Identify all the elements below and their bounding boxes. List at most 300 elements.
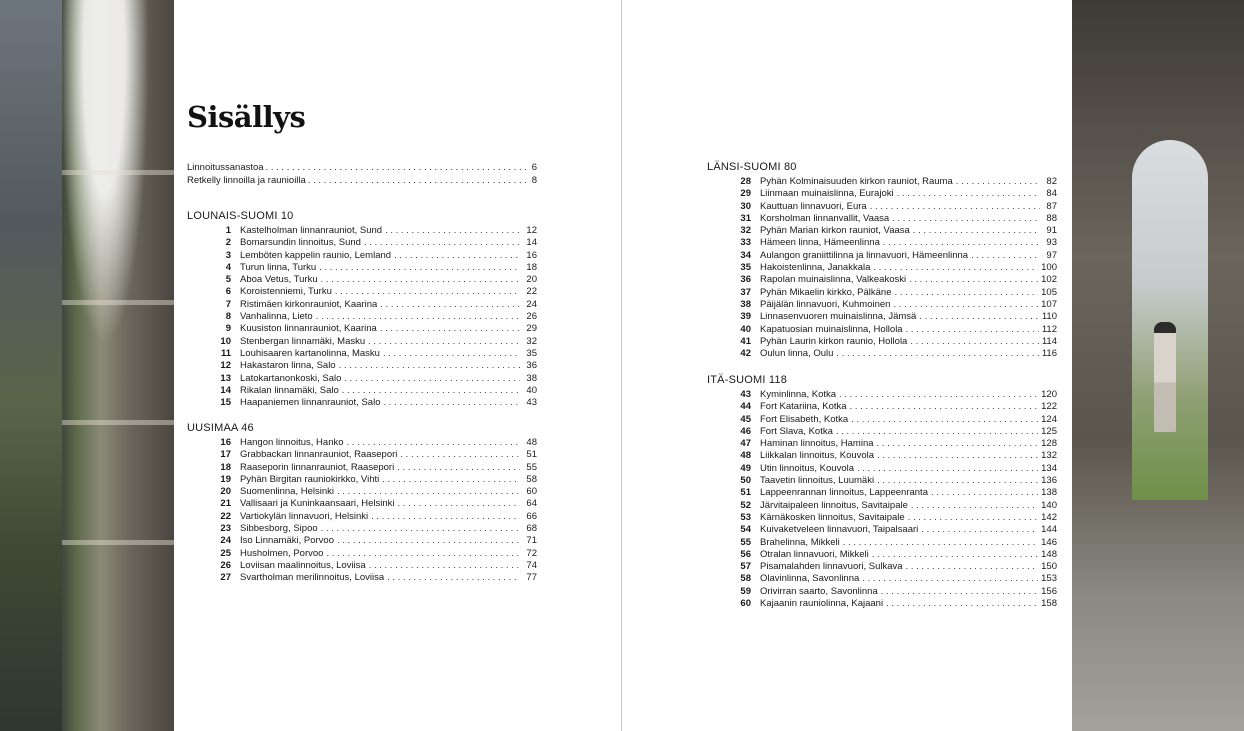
entry-number: 13 xyxy=(220,372,231,384)
page-number: 87 xyxy=(1046,200,1057,212)
leader-dots xyxy=(836,348,1038,360)
entry-number: 36 xyxy=(740,274,751,286)
toc-entry xyxy=(187,373,537,385)
entry-number: 25 xyxy=(220,547,231,559)
leader-dots xyxy=(836,426,1038,438)
entry-number: 17 xyxy=(220,449,231,461)
entry-number: 43 xyxy=(740,389,751,400)
toc-entry xyxy=(707,414,1057,426)
toc-entry xyxy=(707,311,1057,323)
toc-entry xyxy=(707,561,1057,573)
entry-title: Hakoistenlinna, Janakkala xyxy=(760,262,871,274)
front-matter-label: Retkelly linnoilla ja raunioilla xyxy=(187,174,306,186)
toc-entry xyxy=(187,548,537,560)
page-number: 72 xyxy=(526,547,537,559)
page-number: 29 xyxy=(526,323,537,335)
page-number: 110 xyxy=(1041,311,1057,323)
toc-entry xyxy=(707,348,1057,360)
entry-title: Kauttuan linnavuori, Eura xyxy=(760,200,867,212)
entry-number: 37 xyxy=(740,286,751,298)
toc-entry xyxy=(707,549,1057,561)
toc-entry xyxy=(187,250,537,262)
leader-dots xyxy=(894,287,1038,299)
page-number: 138 xyxy=(1041,487,1057,499)
entry-title: Turun linna, Turku xyxy=(240,261,317,273)
leader-dots xyxy=(877,450,1038,462)
entry-title: Kärnäkosken linnoitus, Savitaipale xyxy=(760,511,905,523)
section-heading: ITÄ-SUOMI 118 xyxy=(707,374,788,386)
front-matter-label: Linnoitussanastoa xyxy=(187,162,264,173)
toc-entry xyxy=(707,237,1057,249)
entry-number: 34 xyxy=(740,249,751,261)
entry-number: 30 xyxy=(740,200,751,212)
entry-number: 2 xyxy=(225,237,231,249)
page-number: 6 xyxy=(531,162,537,173)
leader-dots xyxy=(839,389,1038,401)
page-number: 144 xyxy=(1041,524,1057,536)
entry-title: Brahelinna, Mikkeli xyxy=(760,536,840,548)
leader-dots xyxy=(881,586,1038,598)
page-number: 153 xyxy=(1041,573,1057,585)
entry-title: Kuivaketveleen linnavuori, Taipalsaari xyxy=(760,524,919,536)
toc-entry xyxy=(187,449,537,461)
page-number: 150 xyxy=(1041,561,1057,573)
entry-number: 56 xyxy=(740,548,751,560)
toc-entry xyxy=(707,201,1057,213)
toc-entry xyxy=(187,286,537,298)
entry-number: 22 xyxy=(220,510,231,522)
entry-title: Raaseporin linnanrauniot, Raasepori xyxy=(240,461,395,473)
entry-title: Pyhän Birgitan rauniokirkko, Vihti xyxy=(240,473,380,485)
entry-number: 41 xyxy=(740,335,751,347)
entry-number: 18 xyxy=(220,461,231,473)
toc-entry xyxy=(707,537,1057,549)
toc-entry xyxy=(707,475,1057,487)
leader-dots xyxy=(897,188,1040,200)
entry-number: 20 xyxy=(220,486,231,498)
entry-number: 15 xyxy=(220,397,231,409)
entry-title: Grabbackan linnanrauniot, Raasepori xyxy=(240,449,398,461)
leader-dots xyxy=(266,162,530,175)
page-number: 38 xyxy=(526,372,537,384)
leader-dots xyxy=(364,237,520,249)
toc-entry xyxy=(707,426,1057,438)
entry-number: 59 xyxy=(740,585,751,597)
toc-entry xyxy=(707,336,1057,348)
entry-title: Svartholman merilinnoitus, Loviisa xyxy=(240,572,385,584)
entry-title: Kastelholman linnanrauniot, Sund xyxy=(240,225,383,236)
entry-title: Bomarsundin linnoitus, Sund xyxy=(240,237,361,249)
page-number: 134 xyxy=(1041,462,1057,474)
toc-entry xyxy=(187,560,537,572)
entry-title: Taavetin linnoitus, Luumäki xyxy=(760,475,875,487)
entry-title: Hakastaron linna, Salo xyxy=(240,360,336,372)
entry-number: 50 xyxy=(740,475,751,487)
section-uusimaa xyxy=(187,421,537,585)
toc-entry xyxy=(707,225,1057,237)
leader-dots xyxy=(337,486,520,498)
leader-dots xyxy=(857,463,1038,475)
page-number: 8 xyxy=(531,174,537,186)
front-matter-list xyxy=(187,162,537,187)
leader-dots xyxy=(382,474,520,486)
page-number: 120 xyxy=(1041,389,1057,400)
entry-title: Lappeenrannan linnoitus, Lappeenranta xyxy=(760,487,928,499)
leader-dots xyxy=(850,401,1039,413)
entry-number: 7 xyxy=(225,298,231,310)
entry-title: Husholmen, Porvoo xyxy=(240,547,324,559)
entry-title: Otralan linnavuori, Mikkeli xyxy=(760,548,869,560)
entry-title: Kajaanin rauniolinna, Kajaani xyxy=(760,598,884,610)
entry-title: Koroistenniemi, Turku xyxy=(240,286,332,298)
page-number: 24 xyxy=(526,298,537,310)
leader-dots xyxy=(380,323,520,335)
page-number: 158 xyxy=(1041,598,1057,610)
entry-title: Korsholman linnanvallit, Vaasa xyxy=(760,212,890,224)
leader-dots xyxy=(931,487,1038,499)
page-number: 148 xyxy=(1041,548,1057,560)
page-number: 125 xyxy=(1041,425,1057,437)
page-number: 36 xyxy=(526,360,537,372)
entry-number: 42 xyxy=(740,348,751,360)
page-number: 55 xyxy=(526,461,537,473)
leader-dots xyxy=(335,286,520,298)
page-number: 35 xyxy=(526,347,537,359)
entry-title: Fort Slava, Kotka xyxy=(760,425,833,437)
entry-number: 52 xyxy=(740,499,751,511)
leader-dots xyxy=(872,549,1038,561)
leader-dots xyxy=(394,250,520,262)
page-number: 132 xyxy=(1041,450,1057,462)
toc-entry xyxy=(187,486,537,498)
toc-entry xyxy=(707,176,1057,188)
page-number: 97 xyxy=(1046,249,1057,261)
front-matter-item xyxy=(187,175,537,188)
toc-entry xyxy=(707,188,1057,200)
page-number: 122 xyxy=(1041,401,1057,413)
toc-entry xyxy=(707,573,1057,585)
leader-dots xyxy=(397,462,520,474)
entry-number: 54 xyxy=(740,524,751,536)
page-number: 64 xyxy=(526,498,537,510)
leader-dots xyxy=(316,311,520,323)
entry-title: Lemböten kappelin raunio, Lemland xyxy=(240,249,392,261)
leader-dots xyxy=(877,438,1039,450)
leader-dots xyxy=(921,524,1038,536)
entry-number: 47 xyxy=(740,438,751,450)
entry-number: 46 xyxy=(740,425,751,437)
entry-title: Pisamalahden linnavuori, Sulkava xyxy=(760,561,903,573)
leader-dots xyxy=(368,336,520,348)
entry-title: Vallisaari ja Kuninkaansaari, Helsinki xyxy=(240,498,395,510)
leader-dots xyxy=(319,262,520,274)
entry-number: 29 xyxy=(740,188,751,200)
page-number: 43 xyxy=(526,397,537,409)
entry-title: Rapolan muinaislinna, Valkeakoski xyxy=(760,274,907,286)
toc-entry xyxy=(187,462,537,474)
page-number: 124 xyxy=(1041,413,1057,425)
leader-dots xyxy=(906,561,1039,573)
section-heading: LÄNSI-SUOMI 80 xyxy=(707,161,797,173)
leader-dots xyxy=(906,324,1039,336)
leader-dots xyxy=(400,449,520,461)
page-number: 71 xyxy=(526,535,537,547)
entry-title: Utin linnoitus, Kouvola xyxy=(760,462,854,474)
stone-ledge xyxy=(62,420,174,425)
leader-dots xyxy=(371,511,520,523)
entry-number: 33 xyxy=(740,237,751,249)
leader-dots xyxy=(344,373,520,385)
entry-title: Liikkalan linnoitus, Kouvola xyxy=(760,450,875,462)
entry-number: 60 xyxy=(740,598,751,610)
leader-dots xyxy=(909,274,1038,286)
leader-dots xyxy=(398,498,520,510)
entry-title: Kapatuosian muinaislinna, Hollola xyxy=(760,323,903,335)
toc-entry xyxy=(707,487,1057,499)
leader-dots xyxy=(321,523,520,535)
entry-number: 53 xyxy=(740,511,751,523)
stone-archway xyxy=(1132,140,1208,500)
page-number: 84 xyxy=(1046,188,1057,200)
page-number: 116 xyxy=(1041,348,1057,360)
page-number: 18 xyxy=(526,261,537,273)
page-number: 14 xyxy=(526,237,537,249)
toc-entry xyxy=(707,250,1057,262)
entry-number: 45 xyxy=(740,413,751,425)
entry-title: Olavinlinna, Savonlinna xyxy=(760,573,860,585)
toc-entry xyxy=(707,598,1057,610)
leader-dots xyxy=(384,397,521,409)
entry-title: Kyminlinna, Kotka xyxy=(760,389,837,400)
toc-entry xyxy=(187,311,537,323)
page-number: 93 xyxy=(1046,237,1057,249)
leader-dots xyxy=(908,512,1038,524)
page-number: 102 xyxy=(1041,274,1057,286)
toc-entry xyxy=(707,287,1057,299)
section-lounais-suomi xyxy=(187,209,537,409)
toc-entry xyxy=(187,274,537,286)
page-number: 114 xyxy=(1041,335,1057,347)
leader-dots xyxy=(326,548,520,560)
page-number: 146 xyxy=(1041,536,1057,548)
page-number: 140 xyxy=(1041,499,1057,511)
leader-dots xyxy=(892,213,1040,225)
toc-entry xyxy=(707,213,1057,225)
entry-title: Stenbergan linnamäki, Masku xyxy=(240,335,366,347)
leader-dots xyxy=(851,414,1038,426)
page-number: 128 xyxy=(1041,438,1057,450)
leader-dots xyxy=(911,500,1038,512)
leader-dots xyxy=(956,176,1040,188)
leader-dots xyxy=(883,237,1040,249)
entry-title: Pyhän Kolminaisuuden kirkon rauniot, Rauma xyxy=(760,176,953,187)
stone-ledge xyxy=(62,540,174,545)
entry-title: Vartiokylän linnavuori, Helsinki xyxy=(240,510,369,522)
entry-title: Oulun linna, Oulu xyxy=(760,348,834,360)
entry-number: 10 xyxy=(220,335,231,347)
stone-ledge xyxy=(62,300,174,305)
page-number: 66 xyxy=(526,510,537,522)
leader-dots xyxy=(383,348,520,360)
entry-number: 21 xyxy=(220,498,231,510)
entry-title: Ristimäen kirkonrauniot, Kaarina xyxy=(240,298,378,310)
entry-number: 23 xyxy=(220,523,231,535)
entry-title: Vanhalinna, Lieto xyxy=(240,311,313,323)
entry-number: 55 xyxy=(740,536,751,548)
entry-title: Pyhän Mikaelin kirkko, Pälkäne xyxy=(760,286,892,298)
toc-entry xyxy=(707,274,1057,286)
entry-title: Aulangon graniittilinna ja linnavuori, Hämeenlinna xyxy=(760,249,969,261)
leader-dots xyxy=(873,262,1038,274)
entry-title: Fort Katariina, Kotka xyxy=(760,401,847,413)
section-ita-suomi xyxy=(707,373,1057,610)
toc-entry xyxy=(187,360,537,372)
page-number: 48 xyxy=(526,437,537,448)
page-number: 68 xyxy=(526,523,537,535)
page-number: 51 xyxy=(526,449,537,461)
toc-entry xyxy=(187,523,537,535)
leader-dots xyxy=(913,225,1040,237)
entry-number: 4 xyxy=(225,261,231,273)
page-number: 22 xyxy=(526,286,537,298)
entry-number: 40 xyxy=(740,323,751,335)
right-tunnel-photo xyxy=(1072,0,1244,731)
entry-number: 8 xyxy=(225,311,231,323)
page-number: 74 xyxy=(526,559,537,571)
entry-title: Latokartanonkoski, Salo xyxy=(240,372,342,384)
toc-entry xyxy=(707,463,1057,475)
page-number: 88 xyxy=(1046,212,1057,224)
page-number: 112 xyxy=(1041,323,1057,335)
rock-wall xyxy=(0,0,62,731)
leader-dots xyxy=(337,535,520,547)
page-number: 32 xyxy=(526,335,537,347)
entry-number: 58 xyxy=(740,573,751,585)
page-number: 100 xyxy=(1041,262,1057,274)
page-number: 136 xyxy=(1041,475,1057,487)
leader-dots xyxy=(870,201,1040,213)
entry-number: 51 xyxy=(740,487,751,499)
leader-dots xyxy=(843,537,1038,549)
entry-number: 12 xyxy=(220,360,231,372)
entry-number: 1 xyxy=(225,225,231,236)
leader-dots xyxy=(380,299,520,311)
toc-entry xyxy=(187,498,537,510)
person-figure xyxy=(1154,322,1176,432)
toc-entry xyxy=(707,512,1057,524)
entry-number: 24 xyxy=(220,535,231,547)
entry-title: Päijälän linnavuori, Kuhmoinen xyxy=(760,298,891,310)
toc-entry xyxy=(187,437,537,449)
page-number: 82 xyxy=(1046,176,1057,187)
entry-title: Rikalan linnamäki, Salo xyxy=(240,384,339,396)
entry-title: Linnasenvuoren muinaislinna, Jämsä xyxy=(760,311,917,323)
left-cliff-photo xyxy=(0,0,174,731)
toc-entry xyxy=(707,438,1057,450)
toc-entry xyxy=(187,348,537,360)
entry-title: Liinmaan muinaislinna, Eurajoki xyxy=(760,188,894,200)
leader-dots xyxy=(308,175,530,188)
toc-entry xyxy=(707,324,1057,336)
section-lansi-suomi xyxy=(707,160,1057,360)
leader-dots xyxy=(910,336,1039,348)
entry-number: 19 xyxy=(220,473,231,485)
leader-dots xyxy=(893,299,1038,311)
entry-number: 44 xyxy=(740,401,751,413)
toc-entry xyxy=(707,401,1057,413)
leader-dots xyxy=(339,360,520,372)
toc-entry xyxy=(707,586,1057,598)
entry-number: 3 xyxy=(225,249,231,261)
toc-entry xyxy=(707,389,1057,401)
page-number: 26 xyxy=(526,311,537,323)
entry-title: Fort Elisabeth, Kotka xyxy=(760,413,849,425)
entry-title: Loviisan maalinnoitus, Loviisa xyxy=(240,559,366,571)
entry-number: 48 xyxy=(740,450,751,462)
entry-number: 57 xyxy=(740,561,751,573)
entry-number: 49 xyxy=(740,462,751,474)
leader-dots xyxy=(919,311,1039,323)
toc-entry xyxy=(187,299,537,311)
entry-number: 5 xyxy=(225,274,231,286)
leader-dots xyxy=(347,437,520,449)
entry-title: Hangon linnoitus, Hanko xyxy=(240,437,344,448)
entry-title: Haminan linnoitus, Hamina xyxy=(760,438,874,450)
entry-number: 32 xyxy=(740,225,751,237)
leader-dots xyxy=(369,560,520,572)
entry-number: 28 xyxy=(740,176,751,187)
toc-entry xyxy=(707,500,1057,512)
toc-entry xyxy=(187,535,537,547)
toc-entry xyxy=(187,323,537,335)
entry-title: Haapaniemen linnanrauniot, Salo xyxy=(240,397,381,409)
page-gutter xyxy=(621,0,622,731)
leader-dots xyxy=(342,385,520,397)
page-number: 58 xyxy=(526,473,537,485)
toc-entry xyxy=(187,397,537,409)
page-number: 16 xyxy=(526,249,537,261)
leader-dots xyxy=(385,225,520,237)
leader-dots xyxy=(971,250,1040,262)
page-number: 20 xyxy=(526,274,537,286)
toc-entry xyxy=(187,385,537,397)
page-number: 77 xyxy=(526,572,537,584)
section-heading: LOUNAIS-SUOMI 10 xyxy=(187,210,294,222)
entry-title: Sibbesborg, Sipoo xyxy=(240,523,318,535)
entry-number: 9 xyxy=(225,323,231,335)
entry-number: 31 xyxy=(740,212,751,224)
section-heading: UUSIMAA 46 xyxy=(187,422,254,434)
entry-number: 6 xyxy=(225,286,231,298)
entry-number: 11 xyxy=(220,347,231,359)
leader-dots xyxy=(877,475,1038,487)
page-number: 12 xyxy=(526,225,537,236)
page-number: 91 xyxy=(1046,225,1057,237)
page-number: 60 xyxy=(526,486,537,498)
entry-number: 39 xyxy=(740,311,751,323)
entry-title: Orivirran saarto, Savonlinna xyxy=(760,585,878,597)
toc-entry xyxy=(187,237,537,249)
page-number: 142 xyxy=(1041,511,1057,523)
toc-entry xyxy=(707,299,1057,311)
front-matter-item xyxy=(187,162,537,175)
entry-title: Kuusiston linnanrauniot, Kaarina xyxy=(240,323,377,335)
page-number: 107 xyxy=(1041,298,1057,310)
toc-entry xyxy=(187,336,537,348)
leader-dots xyxy=(886,598,1038,610)
entry-title: Louhisaaren kartanolinna, Masku xyxy=(240,347,380,359)
entry-number: 26 xyxy=(220,559,231,571)
